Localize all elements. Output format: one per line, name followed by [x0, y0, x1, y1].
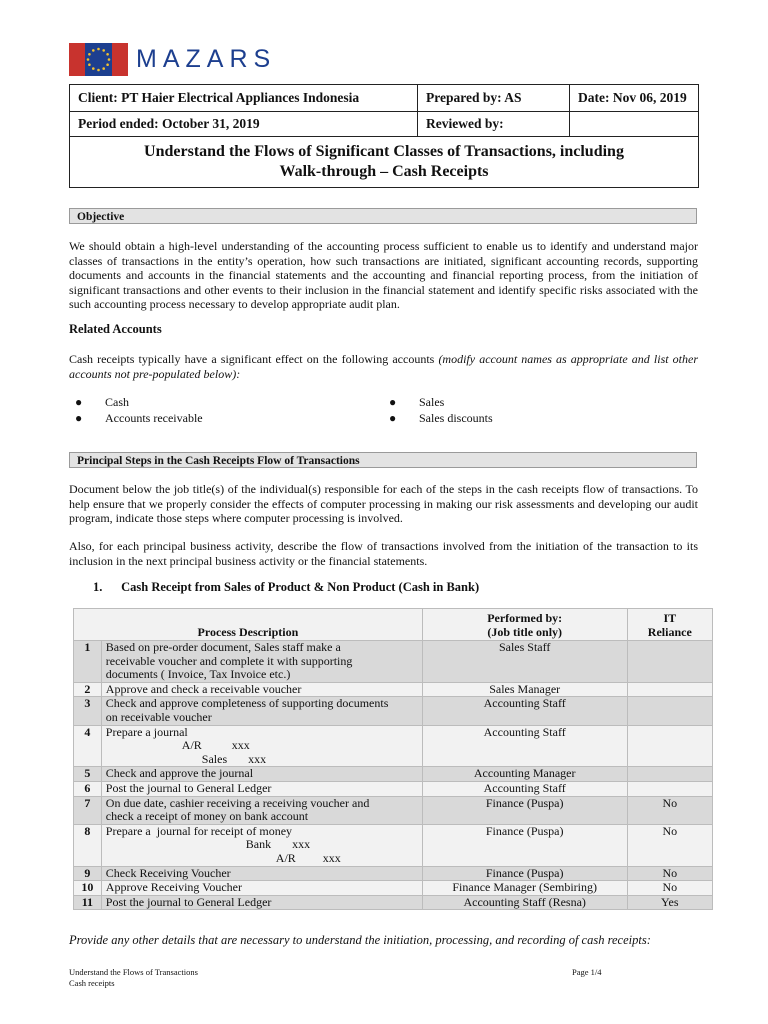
description-line: Approve and check a receivable voucher — [105, 681, 302, 696]
performed-by: Finance (Puspa) — [422, 824, 627, 866]
list-item: ● Sales — [389, 395, 445, 409]
performed-by: Accounting Staff — [422, 697, 627, 725]
it-reliance: No — [627, 824, 712, 866]
step-description — [101, 796, 422, 824]
description-line: Prepare a journal for receipt of money — [105, 823, 293, 838]
description-line: Check and approve the journal — [105, 766, 254, 781]
header-table — [69, 84, 699, 188]
description-line: On due date, cashier receiving a receiving voucher and — [105, 795, 370, 810]
related-accounts-heading: Related Accounts — [69, 322, 162, 336]
step-number: 5 — [74, 767, 102, 782]
step-description — [101, 781, 422, 796]
performed-by: Accounting Staff — [422, 725, 627, 767]
reviewed-blank-cell — [570, 112, 699, 137]
list-item: ● Sales discounts — [389, 410, 493, 425]
performed-by: Sales Staff — [422, 641, 627, 683]
footer-line-2: Cash receipts — [69, 978, 115, 988]
step-number: 7 — [74, 796, 102, 824]
it-reliance: No — [627, 796, 712, 824]
description-line: receivable voucher and complete it with supporting — [105, 653, 353, 668]
table-row — [74, 767, 713, 782]
description-line: Prepare a journal — [105, 724, 188, 739]
objective-heading: Objective — [69, 208, 697, 224]
step-number: 1 — [74, 641, 102, 683]
step-description — [101, 641, 422, 683]
it-reliance: No — [627, 866, 712, 881]
objective-text: We should obtain a high-level understanding of the accounting process sufficient to enable us to identify and understand major classes of transactions in the entity’s operation, how such transactions are initiated, significant accounting records, supporting documents and accounts in the financial statements and the accounting and financial reporting process, from the initiation of significant transactions and other events to their inclusion in the financial statement and identify specific risks associated with the such accounting process necessary to develop appropriate audit plan. — [69, 239, 698, 312]
stars-ring-icon — [85, 46, 112, 73]
date-cell: Date: Nov 06, 2019 — [570, 85, 699, 112]
mazars-logo-mark — [69, 43, 128, 76]
principal-para-2: Also, for each principal business activity, describe the flow of transactions involved from the initiation of the transaction to its inclusion in the next principal business activity or the financial statements. — [69, 539, 698, 568]
it-reliance — [627, 767, 712, 782]
description-line: Sales xxx — [201, 751, 267, 766]
it-reliance — [627, 697, 712, 725]
step-number: 6 — [74, 781, 102, 796]
performed-by: Finance (Puspa) — [422, 796, 627, 824]
page-number: Page 1/4 — [572, 967, 602, 977]
step-description — [101, 866, 422, 881]
principal-para-1: Document below the job title(s) of the individual(s) responsible for each of the steps in the cash receipts flow of transactions. To help ensure that we properly consider the effects of computer processing in making our risk assessments and developing our audit program, indicate those steps where computer processing is involved. — [69, 482, 698, 526]
document-title — [70, 137, 699, 188]
it-reliance: Yes — [627, 895, 712, 910]
it-reliance — [627, 641, 712, 683]
step-number: 4 — [74, 725, 102, 767]
description-line: Check Receiving Voucher — [105, 865, 231, 880]
step-description — [101, 697, 422, 725]
step-number: 11 — [74, 895, 102, 910]
it-reliance: No — [627, 881, 712, 896]
description-line: Post the journal to General Ledger — [105, 894, 272, 909]
title-line-2: Walk-through – Cash Receipts — [279, 163, 489, 180]
list-item: ● Cash — [75, 395, 129, 409]
prepared-by-cell: Prepared by: AS — [418, 85, 570, 112]
description-line: Post the journal to General Ledger — [105, 780, 272, 795]
step-number: 10 — [74, 881, 102, 896]
step-number: 8 — [74, 824, 102, 866]
description-line: Approve Receiving Voucher — [105, 880, 242, 895]
step-description — [101, 881, 422, 896]
step-description — [101, 824, 422, 866]
table-row — [74, 697, 713, 725]
table-row — [74, 725, 713, 767]
client-cell: Client: PT Haier Electrical Appliances Indonesia — [70, 85, 418, 112]
title-line-1: Understand the Flows of Significant Classes of Transactions, including — [144, 143, 624, 160]
step-number: 9 — [74, 866, 102, 881]
description-line: on receivable voucher — [105, 709, 212, 724]
table-row — [74, 824, 713, 866]
description-line: A/R xxx — [275, 850, 341, 865]
performed-by: Finance Manager (Sembiring) — [422, 881, 627, 896]
description-line: check a receipt of money on bank account — [105, 809, 309, 824]
step-number: 2 — [74, 682, 102, 697]
logo-text: MAZARS — [136, 45, 277, 73]
col-performed-header: Performed by: (Job title only) — [422, 609, 627, 641]
table-row — [74, 796, 713, 824]
performed-by: Sales Manager — [422, 682, 627, 697]
footer-left — [69, 967, 198, 989]
intro-text: Cash receipts typically have a significant effect on the following accounts — [69, 352, 439, 366]
step-description — [101, 767, 422, 782]
step-description — [101, 895, 422, 910]
col-it-header: IT Reliance — [627, 609, 712, 641]
it-reliance — [627, 682, 712, 697]
step-description — [101, 725, 422, 767]
accounts-left-list — [75, 395, 203, 426]
table-row — [74, 866, 713, 881]
table-row — [74, 895, 713, 910]
col-process-header: Process Description — [74, 609, 423, 641]
principal-steps-heading: Principal Steps in the Cash Receipts Flow of Transactions — [69, 452, 697, 468]
performed-by: Finance (Puspa) — [422, 866, 627, 881]
table-row — [74, 682, 713, 697]
performed-by: Accounting Manager — [422, 767, 627, 782]
table-row — [74, 881, 713, 896]
performed-by: Accounting Staff (Resna) — [422, 895, 627, 910]
it-reliance — [627, 725, 712, 767]
section-1-title: 1. Cash Receipt from Sales of Product & Non Product (Cash in Bank) — [93, 580, 480, 594]
table-row — [74, 781, 713, 796]
intro-italic-text: (modify account names as appropriate and list other accounts not pre-populated below): — [69, 352, 699, 381]
description-line: Check and approve completeness of supporting documents — [105, 696, 389, 711]
description-line: documents ( Invoice, Tax Invoice etc.) — [105, 667, 291, 682]
period-cell: Period ended: October 31, 2019 — [70, 112, 418, 137]
accounts-right-list — [389, 395, 493, 426]
reviewed-by-cell: Reviewed by: — [418, 112, 570, 137]
description-line: Based on pre-order document, Sales staff make a — [105, 640, 341, 654]
footer-line-1: Understand the Flows of Transactions — [69, 967, 198, 977]
description-line: A/R xxx — [181, 738, 250, 753]
list-item: ● Accounts receivable — [75, 410, 203, 425]
closing-note: Provide any other details that are necessary to understand the initiation, processing, and recording of cash receipts: — [69, 933, 651, 947]
performed-by: Accounting Staff — [422, 781, 627, 796]
related-accounts-intro — [69, 352, 698, 381]
description-line: Bank xxx — [245, 837, 311, 852]
table-row — [74, 641, 713, 683]
step-description — [101, 682, 422, 697]
it-reliance — [627, 781, 712, 796]
process-table — [73, 608, 713, 910]
step-number: 3 — [74, 697, 102, 725]
